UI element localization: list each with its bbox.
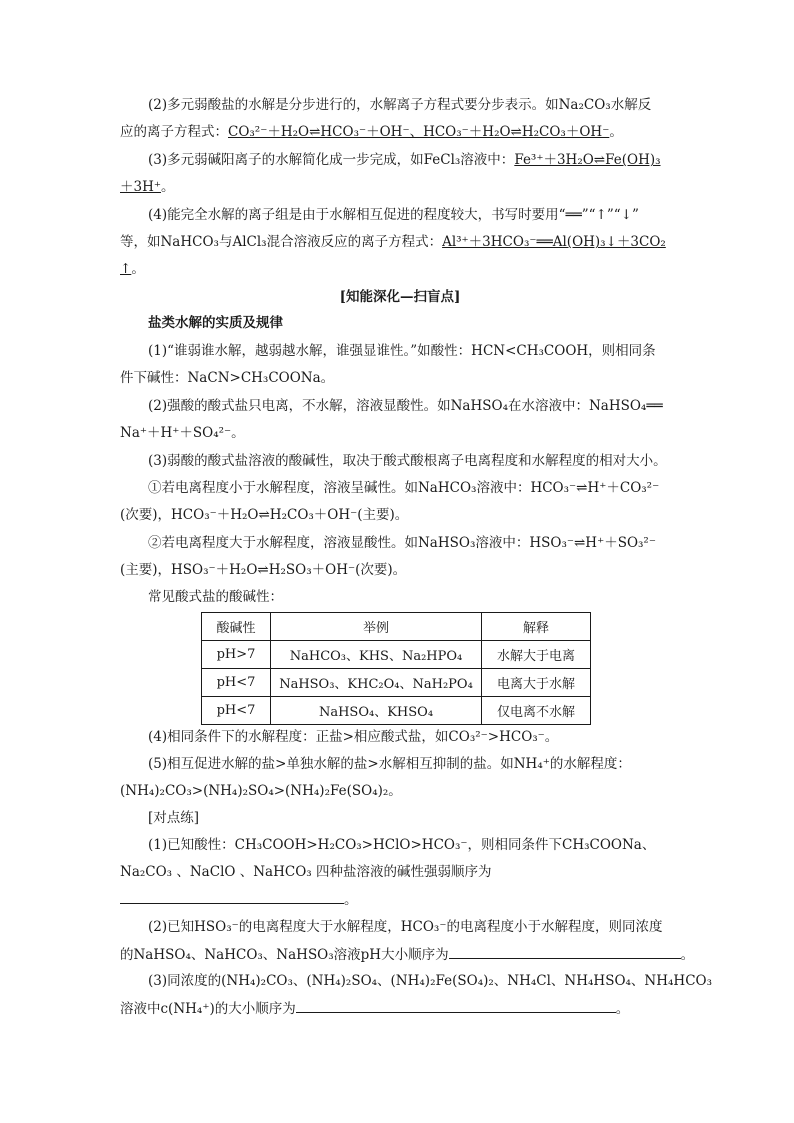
text-span: (2)多元弱酸盐的水解是分步进行的，水解离子方程式要分步表示。如Na₂CO₃水解反 (148, 97, 652, 113)
question-1-line-2: Na₂CO₃ 、NaClO 、NaHCO₃ 四种盐溶液的碱性强弱顺序为 (120, 864, 492, 880)
subheading-hydrolysis: 盐类水解的实质及规律 (148, 315, 283, 331)
rule-3-line-1: (3)弱酸的酸式盐溶液的酸碱性，取决于酸式酸根离子电离程度和水解程度的相对大小。 (148, 453, 667, 469)
table-row (202, 641, 591, 669)
text-span: (3)多元弱碱阳离子的水解简化成一步完成，如FeCl₃溶液中： (148, 152, 515, 168)
table-header-cell: 举例 (271, 613, 482, 641)
text-span: 的NaHSO₄、NaHCO₃、NaHSO₃溶液pH大小顺序为 (120, 947, 449, 963)
para-4-line-2 (120, 232, 680, 252)
para-2-line-1 (148, 95, 680, 115)
table-row (202, 697, 591, 725)
table-cell: NaHCO₃、KHS、Na₂HPO₄ (271, 641, 482, 669)
table-cell: 水解大于电离 (482, 641, 591, 669)
table-header-row (202, 613, 591, 641)
section-heading-knowledge: [知能深化—扫盲点] (339, 289, 461, 305)
rule-3-case-2-line-2: (主要)，HSO₃⁻＋H₂O⇌H₂SO₃＋OH⁻(次要)。 (120, 562, 407, 578)
question-3-line-2 (120, 998, 680, 1019)
table-cell: 仅电离不水解 (482, 697, 591, 725)
table-cell: pH<7 (202, 669, 271, 697)
para-3-line-1 (148, 150, 680, 170)
text-span: 。 (680, 947, 695, 963)
rule-5-line-2: (NH₄)₂CO₃>(NH₄)₂SO₄>(NH₄)₂Fe(SO₄)₂。 (120, 783, 402, 799)
answer-blank[interactable] (120, 889, 344, 904)
rule-1-line-2: 件下碱性：NaCN>CH₃COONa。 (120, 370, 335, 386)
para-4-line-1 (148, 205, 680, 225)
answer-equation: ＋3H⁺ (120, 179, 161, 195)
text-span: 。 (161, 179, 175, 195)
para-2-line-2 (120, 122, 680, 142)
text-span: 等，如NaHCO₃与AlCl₃混合溶液反应的离子方程式： (120, 234, 443, 250)
question-1-line-1: (1)已知酸性：CH₃COOH>H₂CO₃>HClO>HCO₃⁻，则相同条件下CH₃COONa、 (148, 837, 656, 853)
table-cell: NaHSO₃、KHC₂O₄、NaH₂PO₄ (271, 669, 482, 697)
text-span: 。 (131, 261, 145, 277)
table-cell: pH<7 (202, 697, 271, 725)
text-span: 。 (615, 1001, 630, 1017)
question-3-line-1: (3)同浓度的(NH₄)₂CO₃、(NH₄)₂SO₄、(NH₄)₂Fe(SO₄)₂、NH₄Cl、NH₄HSO₄、NH₄HCO₃ (148, 973, 713, 989)
answer-equation: ↑ (120, 261, 132, 277)
para-3-line-2 (120, 177, 680, 197)
answer-blank[interactable] (296, 998, 616, 1013)
para-4-line-3 (120, 259, 680, 279)
table-caption: 常见酸式盐的酸碱性： (148, 589, 283, 605)
rule-3-case-1-line-2: (次要)，HCO₃⁻＋H₂O⇌H₂CO₃＋OH⁻(主要)。 (120, 507, 409, 523)
table-row (202, 669, 591, 697)
answer-equation: CO₃²⁻＋H₂O⇌HCO₃⁻＋OH⁻、HCO₃⁻＋H₂O⇌H₂CO₃＋OH⁻ (228, 124, 610, 140)
rule-3-case-2-line-1: ②若电离程度大于水解程度，溶液显酸性。如NaHSO₃溶液中：HSO₃⁻⇌H⁺＋SO₃²⁻ (148, 535, 656, 551)
table-cell: NaHSO₄、KHSO₄ (271, 697, 482, 725)
rule-5-line-1: (5)相互促进水解的盐>单独水解的盐>水解相互抑制的盐。如NH₄⁺的水解程度： (148, 756, 631, 772)
text-span: 。 (344, 892, 358, 908)
table-header-cell: 酸碱性 (202, 613, 271, 641)
question-2-line-2 (120, 944, 695, 965)
question-1-line-3 (120, 889, 680, 910)
section-heading-practice: [对点练] (148, 810, 200, 826)
rule-1-line-1: (1)“谁弱谁水解，越弱越水解，谁强显谁性。”如酸性：HCN<CH₃COOH，则相同条 (148, 343, 656, 359)
text-span: (4)能完全水解的离子组是由于水解相互促进的程度较大，书写时要用“══”“↑”“↓” (148, 207, 639, 223)
table-header-cell: 解释 (482, 613, 591, 641)
text-span: 溶液中c(NH₄⁺)的大小顺序为 (120, 1001, 296, 1017)
rule-4-line: (4)相同条件下的水解程度：正盐>相应酸式盐，如CO₃²⁻>HCO₃⁻。 (148, 729, 559, 745)
answer-equation: Fe³⁺＋3H₂O⇌Fe(OH)₃ (514, 152, 661, 168)
text-span: 。 (609, 124, 623, 140)
answer-equation: Al³⁺＋3HCO₃⁻══Al(OH)₃↓＋3CO₂ (442, 234, 666, 250)
rule-3-case-1-line-1: ①若电离程度小于水解程度，溶液呈碱性。如NaHCO₃溶液中：HCO₃⁻⇌H⁺＋CO₃²⁻ (148, 480, 660, 496)
answer-blank[interactable] (449, 944, 681, 959)
table-cell: 电离大于水解 (482, 669, 591, 697)
acid-salt-table (201, 612, 591, 725)
rule-2-line-1: (2)强酸的酸式盐只电离，不水解，溶液显酸性。如NaHSO₄在水溶液中：NaHSO₄══ (148, 398, 663, 414)
question-2-line-1: (2)已知HSO₃⁻的电离程度大于水解程度，HCO₃⁻的电离程度小于水解程度，则同浓度 (148, 919, 663, 935)
table-cell: pH>7 (202, 641, 271, 669)
text-span: 应的离子方程式： (120, 124, 228, 140)
rule-2-line-2: Na⁺＋H⁺＋SO₄²⁻。 (120, 425, 245, 441)
